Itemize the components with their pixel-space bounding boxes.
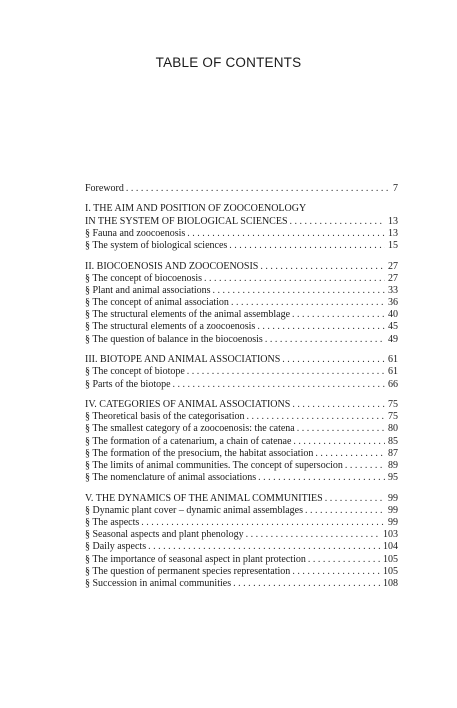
toc-entry-page: 105	[383, 565, 398, 577]
toc-entry-page: 99	[388, 504, 398, 516]
table-of-contents	[85, 183, 398, 590]
dot-leader	[308, 554, 380, 566]
toc-entry[interactable]	[85, 273, 398, 285]
toc-entry-title: IN THE SYSTEM OF BIOLOGICAL SCIENCES	[85, 215, 288, 227]
toc-entry[interactable]	[85, 285, 398, 297]
dot-leader	[315, 448, 385, 460]
toc-entry-title: § The formation of the presocium, the habitat association	[85, 447, 314, 459]
dot-leader	[292, 399, 385, 411]
toc-entry-page: 85	[388, 435, 398, 447]
toc-entry-page: 75	[388, 399, 398, 410]
toc-entry[interactable]	[85, 228, 398, 240]
toc-entry-page: 13	[388, 227, 398, 239]
toc-entry-title: § The question of permanent species representation	[85, 565, 291, 577]
toc-entry-title: § The question of balance in the biocoenosis	[85, 333, 263, 345]
toc-entry-page: 75	[388, 411, 398, 423]
toc-entry-title: § The formation of a catenarium, a chain of catenae	[85, 435, 292, 447]
toc-entry-title: § The system of biological sciences	[85, 240, 228, 252]
toc-entry-page: 105	[383, 553, 398, 565]
section-gap	[85, 484, 398, 492]
dot-leader	[325, 493, 385, 505]
toc-entry[interactable]	[85, 411, 398, 423]
toc-entry-page: 61	[388, 354, 398, 366]
toc-entry-title: Foreword	[85, 183, 124, 194]
dot-leader	[126, 183, 390, 195]
toc-entry-title: § The structural elements of the animal assemblage	[85, 309, 291, 321]
toc-entry-title: § The importance of seasonal aspect in plant protection	[85, 553, 306, 565]
toc-entry[interactable]	[85, 183, 398, 195]
toc-entry[interactable]	[85, 240, 398, 252]
dot-leader	[231, 297, 385, 309]
toc-entry-page: 108	[383, 577, 398, 589]
toc-entry-page: 99	[388, 492, 398, 504]
toc-entry-page: 95	[388, 472, 398, 484]
toc-entry-title: § Theoretical basis of the categorisation	[85, 411, 245, 423]
dot-leader	[292, 309, 385, 321]
toc-entry[interactable]	[85, 297, 398, 309]
dot-leader	[297, 423, 385, 435]
dot-leader	[187, 228, 385, 240]
toc-entry-title: I. THE AIM AND POSITION OF ZOOCOENOLOGY	[85, 203, 307, 215]
toc-entry-title: § The concept of biocoenosis	[85, 272, 203, 284]
toc-entry-title: § Dynamic plant cover – dynamic animal assemblages	[85, 504, 303, 516]
toc-entry-page: 103	[383, 529, 398, 541]
dot-leader	[204, 273, 385, 285]
dot-leader	[290, 216, 385, 228]
dot-leader	[345, 460, 385, 472]
toc-entry[interactable]	[85, 448, 398, 460]
toc-entry-page: 87	[388, 447, 398, 459]
dot-leader	[213, 285, 385, 297]
dot-leader	[246, 411, 385, 423]
toc-entry[interactable]	[85, 472, 398, 484]
toc-entry-title: § Fauna and zoocoenosis	[85, 227, 186, 239]
dot-leader	[265, 334, 385, 346]
section-gap	[85, 195, 398, 203]
dot-leader	[233, 578, 380, 590]
toc-entry[interactable]	[85, 203, 398, 215]
toc-entry[interactable]	[85, 423, 398, 435]
toc-entry-page: 27	[388, 272, 398, 284]
toc-entry-page: 99	[388, 516, 398, 528]
toc-entry-title: § The aspects	[85, 516, 140, 528]
toc-entry-page: 36	[388, 297, 398, 309]
toc-entry-title: III. BIOTOPE AND ANIMAL ASSOCIATIONS	[85, 354, 281, 366]
toc-entry-title: § Parts of the biotope	[85, 378, 171, 390]
toc-entry-page: 66	[388, 378, 398, 390]
toc-entry[interactable]	[85, 436, 398, 448]
toc-entry-title: V. THE DYNAMICS OF THE ANIMAL COMMUNITIES	[85, 492, 323, 504]
toc-entry-page: 7	[393, 183, 398, 194]
toc-entry-page: 80	[388, 423, 398, 435]
dot-leader	[246, 529, 380, 541]
toc-entry[interactable]	[85, 541, 398, 553]
toc-entry-title: § Succession in animal communities	[85, 577, 232, 589]
section-gap	[85, 252, 398, 260]
toc-entry-title: § The limits of animal communities. The concept of supersocion	[85, 459, 343, 471]
dot-leader	[173, 379, 385, 391]
toc-entry-title: § Daily aspects	[85, 541, 147, 553]
toc-entry-title: § Plant and animal associations	[85, 284, 211, 296]
page-title: TABLE OF CONTENTS	[155, 55, 302, 70]
toc-entry-page: 13	[388, 215, 398, 227]
toc-entry-page: 104	[383, 541, 398, 553]
dot-leader	[229, 240, 385, 252]
toc-entry[interactable]	[85, 493, 398, 505]
toc-entry[interactable]	[85, 554, 398, 566]
dot-leader	[141, 517, 385, 529]
toc-entry-page: 61	[388, 366, 398, 378]
dot-leader	[282, 354, 385, 366]
toc-entry[interactable]	[85, 309, 398, 321]
toc-entry[interactable]	[85, 578, 398, 590]
toc-entry-title: § The smallest category of a zoocoenosis: the catena	[85, 423, 295, 435]
toc-entry[interactable]	[85, 460, 398, 472]
toc-entry[interactable]	[85, 261, 398, 273]
toc-entry-title: § Seasonal aspects and plant phenology	[85, 529, 244, 541]
toc-entry-title: § The nomenclature of animal associations	[85, 472, 257, 484]
toc-entry[interactable]	[85, 366, 398, 378]
dot-leader	[257, 321, 385, 333]
toc-entry-page: 40	[388, 309, 398, 321]
dot-leader	[258, 472, 385, 484]
toc-entry-page: 15	[388, 240, 398, 252]
toc-entry[interactable]	[85, 334, 398, 346]
toc-entry-page: 33	[388, 284, 398, 296]
dot-leader	[292, 566, 380, 578]
toc-entry-page: 89	[388, 459, 398, 471]
toc-entry[interactable]	[85, 566, 398, 578]
dot-leader	[148, 541, 380, 553]
section-gap	[85, 346, 398, 354]
toc-entry[interactable]	[85, 517, 398, 529]
toc-entry-title: § The structural elements of a zoocoenosis	[85, 321, 256, 333]
toc-entry-page: 45	[388, 321, 398, 333]
toc-entry-title: IV. CATEGORIES OF ANIMAL ASSOCIATIONS	[85, 399, 291, 410]
toc-entry-page: 27	[388, 260, 398, 272]
toc-entry[interactable]	[85, 505, 398, 517]
toc-entry[interactable]	[85, 399, 398, 411]
toc-entry-title: II. BIOCOENOSIS AND ZOOCOENOSIS	[85, 260, 259, 272]
dot-leader	[293, 436, 385, 448]
dot-leader	[187, 366, 385, 378]
dot-leader	[305, 505, 385, 517]
toc-entry[interactable]	[85, 354, 398, 366]
toc-entry-title: § The concept of biotope	[85, 366, 185, 378]
section-gap	[85, 391, 398, 399]
toc-entry-title: § The concept of animal association	[85, 297, 229, 309]
toc-entry[interactable]	[85, 529, 398, 541]
toc-entry[interactable]	[85, 379, 398, 391]
toc-entry[interactable]	[85, 321, 398, 333]
dot-leader	[260, 261, 385, 273]
toc-entry-page: 49	[388, 333, 398, 345]
toc-entry[interactable]	[85, 216, 398, 228]
